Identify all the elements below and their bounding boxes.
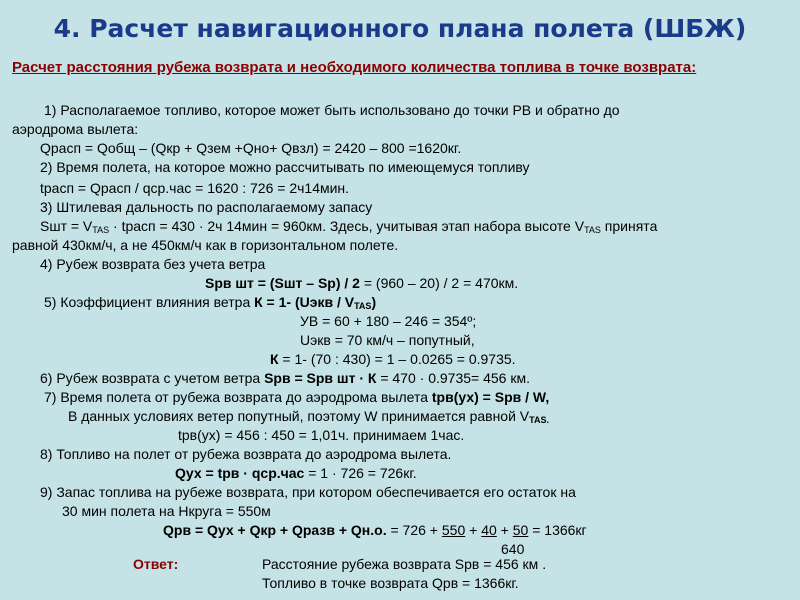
text-line-8: равной 430км/ч, а не 450км/ч как в горизонтальном полете. xyxy=(12,237,399,253)
formula-equivalent-wind: Uэкв = 70 км/ч – попутный, xyxy=(300,332,475,348)
formula-part: + xyxy=(496,522,513,538)
formula-part: = 470 · 0.9735= 456 км. xyxy=(376,370,530,386)
formula-flight-time: tрасп = Qрасп / qср.час = 1620 : 726 = 2ч14мин. xyxy=(40,180,350,196)
formula-return-point-no-wind xyxy=(205,275,518,292)
subscript-tas: TAS. xyxy=(529,415,549,425)
answer-label: Ответ: xyxy=(133,556,179,572)
slide-title: 4. Расчет навигационного плана полета (ШБЖ) xyxy=(53,14,747,43)
subscript-tas: TAS xyxy=(584,225,601,235)
formula-bold-part: К xyxy=(270,351,279,367)
formula-underlined-part: 50 xyxy=(512,522,529,538)
formula-return-time-value: tрв(ух) = 456 : 450 = 1,01ч. принимаем 1час. xyxy=(178,427,465,443)
formula-part: = 1366кг xyxy=(528,522,587,538)
formula-bold-part: tрв(ух) = Sрв / W, xyxy=(431,389,550,405)
formula-bold-part: Qух = tрв · qср.час xyxy=(175,465,305,481)
formula-underlined-part: 550 xyxy=(441,522,466,538)
formula-wind-coefficient xyxy=(44,294,376,315)
formula-fuel-available: Qрасп = Qобщ – (Qкр + Qзем +Qно+ Qвзл) = 2420 – 800 =1620кг. xyxy=(40,140,462,156)
formula-bold-part: ) xyxy=(371,294,377,310)
formula-bold-part: Sрв = Sрв шт · К xyxy=(264,370,377,386)
formula-part: = 1 · 726 = 726кг. xyxy=(304,465,417,481)
formula-k-value xyxy=(270,351,516,368)
text-line-21: 9) Запас топлива на рубеже возврата, при котором обеспечивается его остаток на xyxy=(40,484,576,500)
formula-part: · tрасп = 430 · 2ч 14мин = 960км. Здесь, учитывая этап набора высоте V xyxy=(109,218,585,234)
formula-part: 5) Коэффициент влияния ветра xyxy=(44,294,255,310)
formula-part: В данных условиях ветер попутный, поэтому W принимается равной V xyxy=(68,408,530,424)
formula-bold-part: Qрв = Qух + Qкр + Qразв + Qн.о. xyxy=(163,522,387,538)
formula-part: принята xyxy=(600,218,658,234)
formula-part: + xyxy=(465,522,482,538)
formula-bold-part: К = 1- (Uэкв / V xyxy=(254,294,355,310)
section-subtitle: Расчет расстояния рубежа возврата и необходимого количества топлива в точке возврата: xyxy=(12,59,697,76)
formula-return-time xyxy=(44,389,549,406)
formula-part: Sшт = V xyxy=(40,218,93,234)
subscript-tas: TAS xyxy=(92,225,110,235)
formula-part: = 1- (70 : 430) = 1 – 0.0265 = 0.9735. xyxy=(278,351,516,367)
formula-part: 7) Время полета от рубежа возврата до аэродрома вылета xyxy=(44,389,432,405)
text-line-6: 3) Штилевая дальность по располагаемому запасу xyxy=(40,199,373,215)
text-line-22: 30 мин полета на Нкруга = 550м xyxy=(62,503,271,519)
formula-bold-part: Sрв шт = (Sшт – Sр) / 2 xyxy=(205,275,360,291)
text-line-9: 4) Рубеж возврата без учета ветра xyxy=(40,256,266,272)
formula-wind-angle: УВ = 60 + 180 – 246 = 354º; xyxy=(300,313,477,329)
formula-still-air-distance xyxy=(40,218,657,239)
text-line-19: 8) Топливо на полет от рубежа возврата до аэродрома вылета. xyxy=(40,446,452,462)
formula-underlined-part: 40 xyxy=(481,522,497,538)
text-line-4: 2) Время полета, на которое можно рассчитывать по имеющемуся топливу xyxy=(40,159,530,175)
text-line-1: 1) Располагаемое топливо, которое может быть использовано до точки РВ и обратно до xyxy=(44,102,620,118)
formula-subtotal: 640 xyxy=(501,541,525,557)
formula-total-fuel xyxy=(163,522,587,539)
formula-return-fuel xyxy=(175,465,417,482)
text-line-2: аэродрома вылета: xyxy=(12,121,139,137)
text-line-17 xyxy=(68,408,549,429)
formula-return-point-wind xyxy=(40,370,530,387)
formula-part: = (960 – 20) / 2 = 470км. xyxy=(359,275,519,291)
formula-part: = 726 + xyxy=(386,522,442,538)
formula-part: 6) Рубеж возврата с учетом ветра xyxy=(40,370,265,386)
answer-distance: Расстояние рубежа возврата Sрв = 456 км . xyxy=(262,556,547,572)
answer-fuel: Топливо в точке возврата Qрв = 1366кг. xyxy=(262,575,519,591)
subscript-tas: TAS xyxy=(354,301,372,311)
